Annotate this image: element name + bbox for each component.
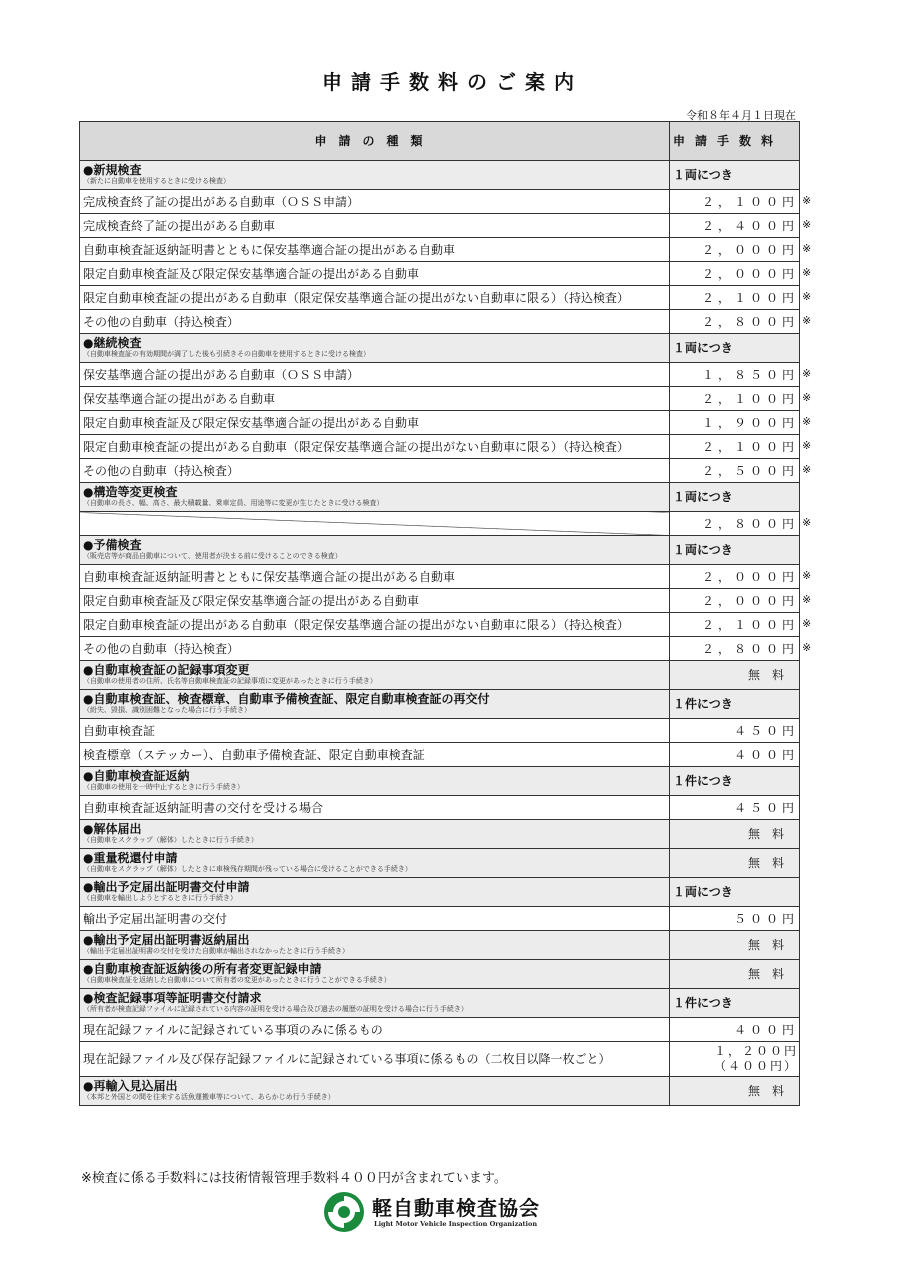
application-type: 保安基準適合証の提出がある自動車 xyxy=(80,387,670,411)
section-description: （輸出予定届出証明書の交付を受けた自動車が輸出されなかったときに行う手続き） xyxy=(83,947,349,955)
fee-amount-cell xyxy=(670,190,816,214)
table-row xyxy=(80,190,800,214)
fee-amount-cell xyxy=(670,435,816,459)
fee-unit: １両につき xyxy=(670,161,800,190)
application-type: 自動車検査証 xyxy=(80,719,670,743)
fee-amount: ５００円 xyxy=(733,911,798,926)
free-of-charge: 無料 xyxy=(670,931,800,960)
section-header xyxy=(80,1077,800,1106)
section-header xyxy=(80,989,800,1018)
fee-amount-cell xyxy=(670,1018,800,1042)
page-title: 申請手数料のご案内 xyxy=(322,70,583,94)
fee-amount-cell xyxy=(670,214,816,238)
fee-amount: ２，０００円 xyxy=(701,266,798,281)
section-name: ●自動車検査証返納後の所有者変更記録申請 xyxy=(83,962,322,976)
fee-amount-cell xyxy=(670,238,816,262)
table-row xyxy=(80,637,800,661)
footnote-mark: ※ xyxy=(802,314,816,327)
fee-amount: １，２００円 xyxy=(713,1044,798,1058)
section-title-cell xyxy=(80,161,670,190)
application-type: 輸出予定届出証明書の交付 xyxy=(80,907,670,931)
table-row xyxy=(80,512,800,536)
free-of-charge: 無料 xyxy=(670,960,800,989)
fee-amount-cell xyxy=(670,719,800,743)
footnote-mark: ※ xyxy=(802,266,816,279)
footnote-mark: ※ xyxy=(802,516,816,529)
section-description: （自動車の長さ、幅、高さ、最大積載量、乗車定員、用途等に変更が生じたときに受ける検査） xyxy=(83,499,384,507)
free-of-charge: 無料 xyxy=(670,661,800,690)
section-name: ●自動車検査証の記録事項変更 xyxy=(83,663,250,677)
table-row xyxy=(80,459,800,483)
section-description: （自動車の使用者の住所、氏名等自動車検査証の記録事項に変更があったときに行う手続き） xyxy=(83,677,377,685)
table-row xyxy=(80,613,800,637)
fee-amount: ２，１００円 xyxy=(701,439,798,454)
section-name: ●継続検査 xyxy=(83,336,142,350)
fee-unit: １両につき xyxy=(670,878,800,907)
section-description: （自動車検査証の有効期間が満了した後も引続きその自動車を使用するときに受ける検査） xyxy=(83,350,370,358)
table-row xyxy=(80,435,800,459)
section-title-cell xyxy=(80,989,670,1018)
application-type: その他の自動車（持込検査） xyxy=(80,637,670,661)
footnote-mark: ※ xyxy=(802,218,816,231)
application-type: 検査標章（ステッカー）、自動車予備検査証、限定自動車検査証 xyxy=(80,743,670,767)
footnote-mark: ※ xyxy=(802,641,816,654)
section-name: ●予備検査 xyxy=(83,538,142,552)
fee-amount-cell xyxy=(670,459,816,483)
footnote-mark: ※ xyxy=(802,463,816,476)
header-type: 申請の種類 xyxy=(80,122,670,161)
table-row xyxy=(80,743,800,767)
fee-unit: １件につき xyxy=(670,989,800,1018)
application-type: その他の自動車（持込検査） xyxy=(80,459,670,483)
table-row xyxy=(80,1018,800,1042)
fee-amount: ４００円 xyxy=(733,747,798,762)
table-row xyxy=(80,286,800,310)
fee-amount: ２，１００円 xyxy=(701,290,798,305)
application-type: 自動車検査証返納証明書の交付を受ける場合 xyxy=(80,796,670,820)
section-header xyxy=(80,767,800,796)
application-type: 完成検査終了証の提出がある自動車 xyxy=(80,214,670,238)
section-name: ●新規検査 xyxy=(83,163,142,177)
fee-amount-cell xyxy=(670,512,816,536)
section-header xyxy=(80,483,800,512)
fee-amount: ２，０００円 xyxy=(701,242,798,257)
section-description: （自動車をスクラップ（解体）したときに行う手続き） xyxy=(83,836,258,844)
section-description: （自動車をスクラップ（解体）したときに車検残存期間が残っている場合に受けることができる手続き） xyxy=(83,865,412,873)
section-name: ●輸出予定届出証明書返納届出 xyxy=(83,933,250,947)
section-title-cell xyxy=(80,483,670,512)
application-type: 限定自動車検査証の提出がある自動車（限定保安基準適合証の提出がない自動車に限る）（持込検査） xyxy=(80,435,670,459)
footnote-mark: ※ xyxy=(802,290,816,303)
footnote-mark: ※ xyxy=(802,194,816,207)
fee-amount-cell xyxy=(670,286,816,310)
section-header xyxy=(80,690,800,719)
section-description: （自動車の使用を一時中止するときに行う手続き） xyxy=(83,783,244,791)
application-type: 限定自動車検査証及び限定保安基準適合証の提出がある自動車 xyxy=(80,262,670,286)
section-name: ●検査記録事項等証明書交付請求 xyxy=(83,991,262,1005)
section-title-cell xyxy=(80,661,670,690)
footnote-mark: ※ xyxy=(802,415,816,428)
fee-amount: ２，４００円 xyxy=(701,218,798,233)
section-description: （自動車を輸出しようとするときに行う手続き） xyxy=(83,894,237,902)
table-row xyxy=(80,310,800,334)
fee-amount-cell xyxy=(670,613,816,637)
section-name: ●自動車検査証、検査標章、自動車予備検査証、限定自動車検査証の再交付 xyxy=(83,692,490,706)
diagonal-blank-cell xyxy=(80,512,670,536)
section-header xyxy=(80,661,800,690)
application-type: 現在記録ファイル及び保存記録ファイルに記録されている事項に係るもの（二枚目以降一枚ごと） xyxy=(80,1042,670,1077)
table-row xyxy=(80,565,800,589)
table-row xyxy=(80,387,800,411)
section-title-cell xyxy=(80,849,670,878)
fee-amount-cell xyxy=(670,589,816,613)
fee-amount: ２，８００円 xyxy=(701,516,798,531)
application-type: 自動車検査証返納証明書とともに保安基準適合証の提出がある自動車 xyxy=(80,238,670,262)
table-row xyxy=(80,796,800,820)
section-header xyxy=(80,931,800,960)
section-title-cell xyxy=(80,1077,670,1106)
section-name: ●輸出予定届出証明書交付申請 xyxy=(83,880,250,894)
as-of-date: 令和８年４月１日現在 xyxy=(686,109,796,122)
fee-amount-cell xyxy=(670,411,816,435)
application-type: その他の自動車（持込検査） xyxy=(80,310,670,334)
application-type: 限定自動車検査証の提出がある自動車（限定保安基準適合証の提出がない自動車に限る）（持込検査） xyxy=(80,613,670,637)
footnote-mark: ※ xyxy=(802,593,816,606)
fee-amount-cell xyxy=(670,637,816,661)
fee-amount-additional: （４００円） xyxy=(713,1059,798,1073)
fee-amount: ２，８００円 xyxy=(701,641,798,656)
section-header xyxy=(80,878,800,907)
free-of-charge: 無料 xyxy=(670,849,800,878)
section-name: ●再輸入見込届出 xyxy=(83,1079,178,1093)
section-header xyxy=(80,820,800,849)
fee-amount: ２，５００円 xyxy=(701,463,798,478)
application-type: 完成検査終了証の提出がある自動車（ＯＳＳ申請） xyxy=(80,190,670,214)
org-emblem-icon xyxy=(322,1190,366,1234)
table-row xyxy=(80,411,800,435)
fee-unit: １両につき xyxy=(670,483,800,512)
section-title-cell xyxy=(80,878,670,907)
fee-amount: ２，０００円 xyxy=(701,593,798,608)
section-name: ●自動車検査証返納 xyxy=(83,769,190,783)
fee-amount: ２，１００円 xyxy=(701,194,798,209)
section-description: （新たに自動車を使用するときに受ける検査） xyxy=(83,177,230,185)
fee-amount-cell xyxy=(670,363,816,387)
fee-amount-cell xyxy=(670,743,800,767)
table-row xyxy=(80,363,800,387)
section-description: （紛失、毀損、識別困難となった場合に行う手続き） xyxy=(83,706,251,714)
table-row xyxy=(80,214,800,238)
fee-amount: ４００円 xyxy=(733,1022,798,1037)
table-row xyxy=(80,719,800,743)
header-fee: 申請手数料 xyxy=(670,122,800,161)
fee-amount: ２，１００円 xyxy=(701,617,798,632)
footnote-mark: ※ xyxy=(802,617,816,630)
fee-amount: ２，１００円 xyxy=(701,391,798,406)
footnote-mark: ※ xyxy=(802,242,816,255)
fee-amount-cell xyxy=(670,796,800,820)
fee-amount: ２，８００円 xyxy=(701,314,798,329)
section-title-cell xyxy=(80,536,670,565)
application-type: 保安基準適合証の提出がある自動車（ＯＳＳ申請） xyxy=(80,363,670,387)
application-type: 限定自動車検査証及び限定保安基準適合証の提出がある自動車 xyxy=(80,411,670,435)
fee-amount-cell xyxy=(670,262,816,286)
fee-amount: １，９００円 xyxy=(701,415,798,430)
section-description: （自動車検査証を返納した自動車について所有者の変更があったときに行うことができる手続き） xyxy=(83,976,391,984)
section-title-cell xyxy=(80,820,670,849)
fee-unit: １両につき xyxy=(670,334,800,363)
section-title-cell xyxy=(80,931,670,960)
fee-unit: １件につき xyxy=(670,767,800,796)
table-row xyxy=(80,238,800,262)
fee-amount: ２，０００円 xyxy=(701,569,798,584)
section-header xyxy=(80,161,800,190)
fee-unit: １両につき xyxy=(670,536,800,565)
fee-amount: ４５０円 xyxy=(733,800,798,815)
section-description: （販売店等が商品自動車について、使用者が決まる前に受けることのできる検査） xyxy=(83,552,342,560)
fee-amount-cell xyxy=(670,310,816,334)
section-header xyxy=(80,960,800,989)
fee-amount: ４５０円 xyxy=(733,723,798,738)
section-title-cell xyxy=(80,334,670,363)
application-type: 現在記録ファイルに記録されている事項のみに係るもの xyxy=(80,1018,670,1042)
footnote-mark: ※ xyxy=(802,439,816,452)
section-name: ●重量税還付申請 xyxy=(83,851,178,865)
application-type: 限定自動車検査証及び限定保安基準適合証の提出がある自動車 xyxy=(80,589,670,613)
table-header xyxy=(80,122,800,161)
fee-amount-cell xyxy=(670,565,816,589)
footnote: ※検査に係る手数料には技術情報管理手数料４００円が含まれています。 xyxy=(81,1171,507,1186)
table-row xyxy=(80,262,800,286)
application-type: 自動車検査証返納証明書とともに保安基準適合証の提出がある自動車 xyxy=(80,565,670,589)
table-row xyxy=(80,1042,800,1077)
org-name: 軽自動車検査協会 xyxy=(372,1196,540,1220)
fee-table xyxy=(79,121,816,1106)
table-row xyxy=(80,589,800,613)
section-header xyxy=(80,334,800,363)
footnote-mark: ※ xyxy=(802,367,816,380)
fee-unit: １件につき xyxy=(670,690,800,719)
section-name: ●構造等変更検査 xyxy=(83,485,178,499)
section-title-cell xyxy=(80,767,670,796)
fee-amount: １，８５０円 xyxy=(701,367,798,382)
fee-amount-cell xyxy=(670,387,816,411)
section-description: （所有者が検査記録ファイルに記録されている内容の証明を受ける場合及び過去の履歴の証明を受ける場合に行う手続き） xyxy=(83,1005,468,1013)
application-type: 限定自動車検査証の提出がある自動車（限定保安基準適合証の提出がない自動車に限る）（持込検査） xyxy=(80,286,670,310)
footnote-mark: ※ xyxy=(802,569,816,582)
table-row xyxy=(80,907,800,931)
section-title-cell xyxy=(80,960,670,989)
org-name-en: Light Motor Vehicle Inspection Organization xyxy=(374,1220,538,1228)
fee-amount-cell xyxy=(670,1042,800,1077)
section-name: ●解体届出 xyxy=(83,822,142,836)
footnote-mark: ※ xyxy=(802,391,816,404)
section-description: （本邦と外国との間を往来する活魚運搬車等について、あらかじめ行う手続き） xyxy=(83,1093,335,1101)
free-of-charge: 無料 xyxy=(670,820,800,849)
org-logo xyxy=(322,1190,562,1236)
fee-amount-cell xyxy=(670,907,800,931)
section-header xyxy=(80,849,800,878)
free-of-charge: 無料 xyxy=(670,1077,800,1106)
section-header xyxy=(80,536,800,565)
section-title-cell xyxy=(80,690,670,719)
